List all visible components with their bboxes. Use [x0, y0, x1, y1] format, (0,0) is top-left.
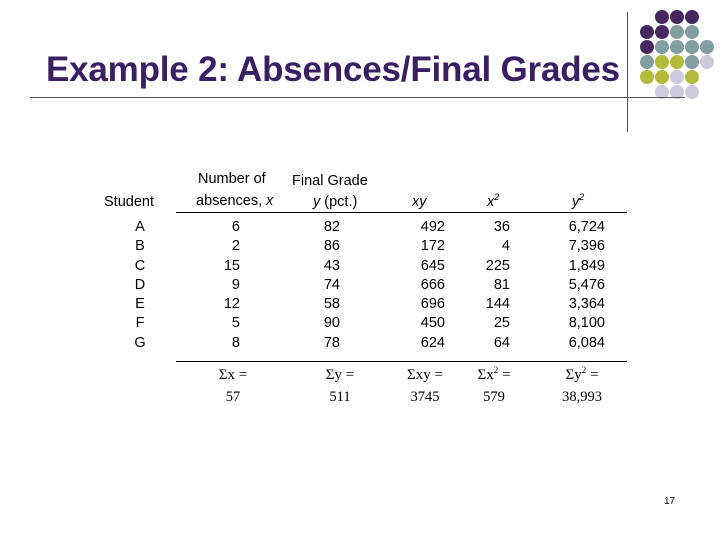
sum-xy-value: 3745 — [410, 389, 440, 405]
table-cell-xy-1: 172 — [420, 238, 445, 255]
decorative-dot — [640, 55, 654, 69]
table-cell-x-4: 12 — [223, 296, 240, 313]
table-cell-y2-3: 5,476 — [568, 276, 605, 293]
table-cell-xy-2: 645 — [420, 257, 445, 274]
table-cell-students-3: D — [134, 276, 146, 293]
header-grade-line1: Final Grade — [292, 173, 368, 189]
header-x2-exp: 2 — [494, 192, 500, 203]
sum-y2-exp: 2 — [581, 365, 587, 375]
table-cell-x-3: 9 — [231, 276, 240, 293]
header-xy: xy — [412, 194, 427, 210]
table-cell-y-4: 58 — [323, 296, 340, 313]
table-cell-y-1: 86 — [323, 238, 340, 255]
decorative-dot — [640, 40, 654, 54]
decorative-dot — [655, 25, 669, 39]
header-x2 — [487, 194, 499, 211]
totals-divider — [176, 361, 627, 362]
decorative-dot — [640, 70, 654, 84]
sum-xy-label: Σxy = — [407, 367, 443, 383]
table-cell-students-0: A — [135, 219, 145, 235]
table-cell-y-6: 78 — [323, 334, 340, 351]
column-xy — [400, 218, 445, 353]
sum-x2-exp: 2 — [493, 365, 499, 375]
decorative-dot — [685, 55, 699, 69]
table-cell-x2-2: 225 — [485, 257, 510, 274]
header-underline — [176, 212, 627, 213]
decorative-dot — [685, 40, 699, 54]
decorative-dot — [670, 25, 684, 39]
table-cell-students-4: E — [135, 296, 145, 313]
table-cell-x2-5: 25 — [493, 315, 510, 332]
decorative-dot — [700, 55, 714, 69]
table-cell-students-2: C — [134, 257, 146, 274]
column-y2 — [550, 218, 605, 353]
decorative-dot — [655, 10, 669, 24]
decorative-dot — [640, 25, 654, 39]
table-cell-students-1: B — [135, 238, 145, 255]
decorative-dot — [655, 55, 669, 69]
title-horizontal-rule — [30, 97, 685, 98]
table-cell-y2-2: 1,849 — [568, 257, 605, 274]
table-cell-x2-3: 81 — [493, 276, 510, 293]
table-cell-x2-1: 4 — [501, 238, 510, 255]
decorative-dot — [685, 85, 699, 99]
table-cell-x-1: 2 — [231, 238, 240, 255]
table-cell-students-5: F — [135, 315, 145, 332]
slide-title: Example 2: Absences/Final Grades — [46, 50, 620, 89]
header-grade-line2 — [313, 194, 357, 211]
sum-y2-label — [552, 367, 612, 384]
sum-x-label: Σx = — [218, 367, 248, 383]
header-absences-var: x — [266, 193, 274, 209]
table-cell-xy-6: 624 — [420, 334, 445, 351]
table-cell-y2-0: 6,724 — [568, 219, 605, 235]
sum-x2-text: Σx — [477, 367, 494, 383]
sum-y-value: 511 — [329, 389, 351, 405]
table-cell-y2-1: 7,396 — [568, 238, 605, 255]
column-x2 — [470, 218, 510, 353]
sum-x2-value: 579 — [483, 389, 505, 405]
decorative-dot — [685, 10, 699, 24]
table-cell-xy-0: 492 — [420, 219, 445, 235]
header-grade-var: y — [313, 194, 321, 210]
table-cell-y2-5: 8,100 — [568, 315, 605, 332]
table-cell-xy-3: 666 — [420, 276, 445, 293]
header-absences-text: absences, — [196, 193, 263, 209]
decorative-dot — [685, 25, 699, 39]
decorative-dot — [655, 70, 669, 84]
table-cell-x2-4: 144 — [485, 296, 510, 313]
page-number: 17 — [664, 496, 676, 507]
sum-x2-label — [466, 367, 522, 384]
header-y2-base: y — [572, 194, 580, 210]
table-cell-x2-6: 64 — [493, 334, 510, 351]
table-cell-y-3: 74 — [323, 276, 340, 293]
table-cell-y-2: 43 — [323, 257, 340, 274]
header-student: Student — [104, 194, 154, 210]
table-cell-x-2: 15 — [223, 257, 240, 274]
column-student — [128, 218, 152, 353]
table-cell-xy-4: 696 — [420, 296, 445, 313]
decorative-dot — [670, 70, 684, 84]
header-y2-exp: 2 — [579, 192, 585, 203]
sum-x-value: 57 — [225, 389, 241, 405]
sum-y2-eq: = — [586, 367, 599, 383]
decorative-dot — [670, 10, 684, 24]
sum-y-label: Σy = — [325, 367, 355, 383]
table-cell-xy-5: 450 — [420, 315, 445, 332]
decorative-dot — [700, 40, 714, 54]
decorative-dot — [655, 40, 669, 54]
sum-x2-eq: = — [498, 367, 511, 383]
table-cell-x2-0: 36 — [493, 219, 510, 235]
decorative-dot — [685, 70, 699, 84]
decorative-dot — [670, 55, 684, 69]
column-x — [200, 218, 240, 353]
table-cell-x-6: 8 — [231, 334, 240, 351]
table-cell-y2-4: 3,364 — [568, 296, 605, 313]
header-absences-line1: Number of — [198, 171, 266, 187]
table-cell-students-6: G — [134, 334, 146, 351]
header-grade-unit: (pct.) — [324, 194, 358, 210]
table-cell-y-0: 82 — [323, 219, 340, 235]
sum-y2-text: Σy — [565, 367, 582, 383]
column-y — [300, 218, 340, 353]
title-vertical-rule — [627, 12, 628, 132]
table-cell-y2-6: 6,084 — [568, 334, 605, 351]
sum-y2-value: 38,993 — [562, 389, 602, 405]
header-x2-base: x — [487, 194, 495, 210]
header-y2 — [572, 194, 584, 211]
header-absences-line2 — [196, 193, 273, 210]
table-cell-x-0: 6 — [231, 219, 240, 235]
decorative-dot — [670, 40, 684, 54]
table-cell-y-5: 90 — [323, 315, 340, 332]
table-cell-x-5: 5 — [231, 315, 240, 332]
